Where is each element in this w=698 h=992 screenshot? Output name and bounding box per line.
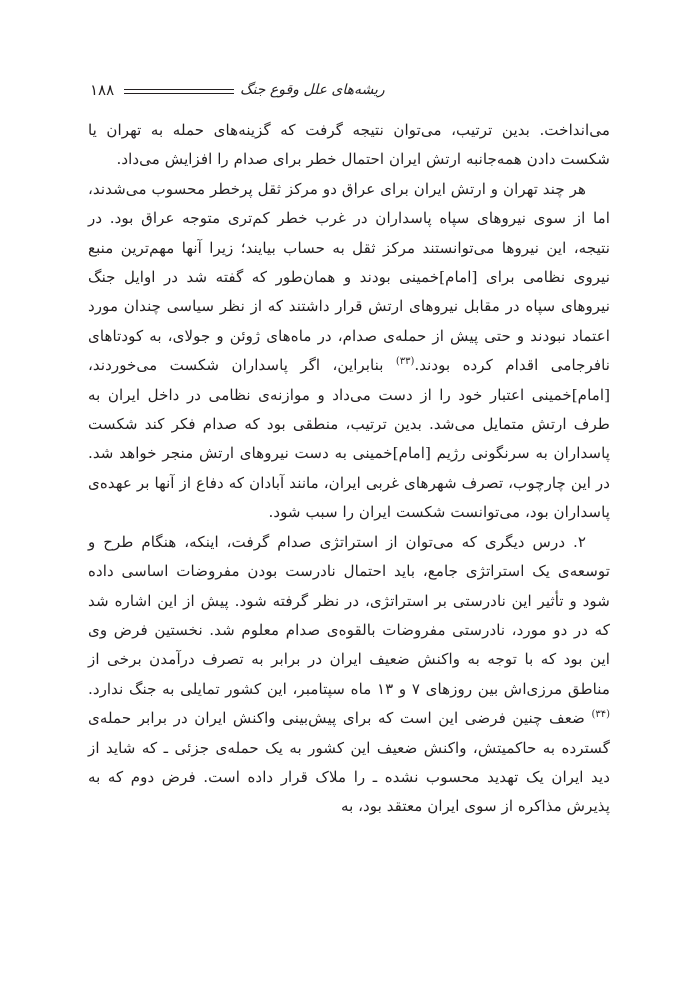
page-header [90, 80, 610, 104]
paragraph-text: هر چند تهران و ارتش ایران برای عراق دو مرکز ثقل پرخطر محسوب می‌شدند، اما از سوی نیروهای سپاه پاسداران در غرب خطر کم‌تری متوجه عراق بود. در نتیجه، این نیروها می‌توانستند مرکز ثقل به حساب بیایند؛ زیرا آنها مهم‌ترین منبع نیروی نظامی برای [امام]خمینی بودند و همان‌طور که گفته شد در اوایل جنگ نیروهای سپاه در مقابل نیروهای ارتش قرار داشتند که از نظر سیاسی چندان مورد اعتماد نبودند و حتی پیش از حمله‌ی صدام، در ماه‌های ژوئن و جولای، به کودتاهای نافرجامی اقدام کرده بودند. [88, 179, 610, 375]
body-text [88, 116, 610, 822]
paragraph [88, 175, 610, 528]
paragraph-text: می‌انداخت. بدین ترتیب، می‌توان نتیجه گرفت که گزینه‌های حمله به تهران یا شکست دادن همه‌جانبه ارتش ایران احتمال خطر برای صدام را افزایش می‌داد. [88, 121, 610, 169]
page-number: ۱۸۸ [90, 81, 115, 99]
paragraph-text: بنابراین، اگر پاسداران شکست می‌خوردند، [امام]خمینی اعتبار خود را از دست می‌داد و موازنه‌ی نظامی در داخل ایران به طرف ارتش متمایل می‌شد. بدین ترتیب، منطقی بود که صدام فکر کند شکست پاسداران به سرنگونی رژیم [امام]خمینی به دست نیروهای ارتش منجر خواهد شد. در این چارچوب، تصرف شهرهای غربی ایران، مانند آبادان که دفاع از آنها بر عهده‌ی پاسداران بود، می‌توانست شکست ایران را سبب شود. [88, 356, 610, 522]
paragraph-text: ۲. درس دیگری که می‌توان از استراتژی صدام گرفت، اینکه، هنگام طرح و توسعه‌ی یک استراتژی جامع، باید احتمال نادرست بودن مفروضات اساسی داده شود و تأثیر این نادرستی بر استراتژی، در نظر گرفته شود. پیش از این اشاره شد که در دو مورد، نادرستی مفروضات بالقوه‌ی صدام معلوم شد. نخستین فرض وی این بود که با توجه به واکنش ضعیف ایران در برابر به تصرف درآمدن برخی از مناطق مرزی‌اش بین روزهای ۷ و ۱۳ ماه سپتامبر، این کشور تمایلی به جنگ ندارد. [88, 532, 611, 698]
paragraph-text: ضعف چنین فرضی این است که برای پیش‌بینی واکنش ایران در برابر حمله‌ی گسترده به حاکمیتش، واکنش ضعیف این کشور به یک حمله‌ی جزئی ـ که شاید از دید ایران یک تهدید محسوب نشده ـ را ملاک قرار داده است. فرض دوم که به پذیرش مذاکره از سوی ایران معتقد بود، به [88, 709, 610, 816]
footnote-reference: (۳۴) [591, 709, 610, 721]
paragraph [88, 528, 610, 822]
paragraph [88, 116, 610, 175]
header-rule [124, 89, 234, 94]
running-title: ریشه‌های علل وقوع جنگ [240, 82, 385, 98]
footnote-reference: (۳۳) [395, 356, 415, 368]
